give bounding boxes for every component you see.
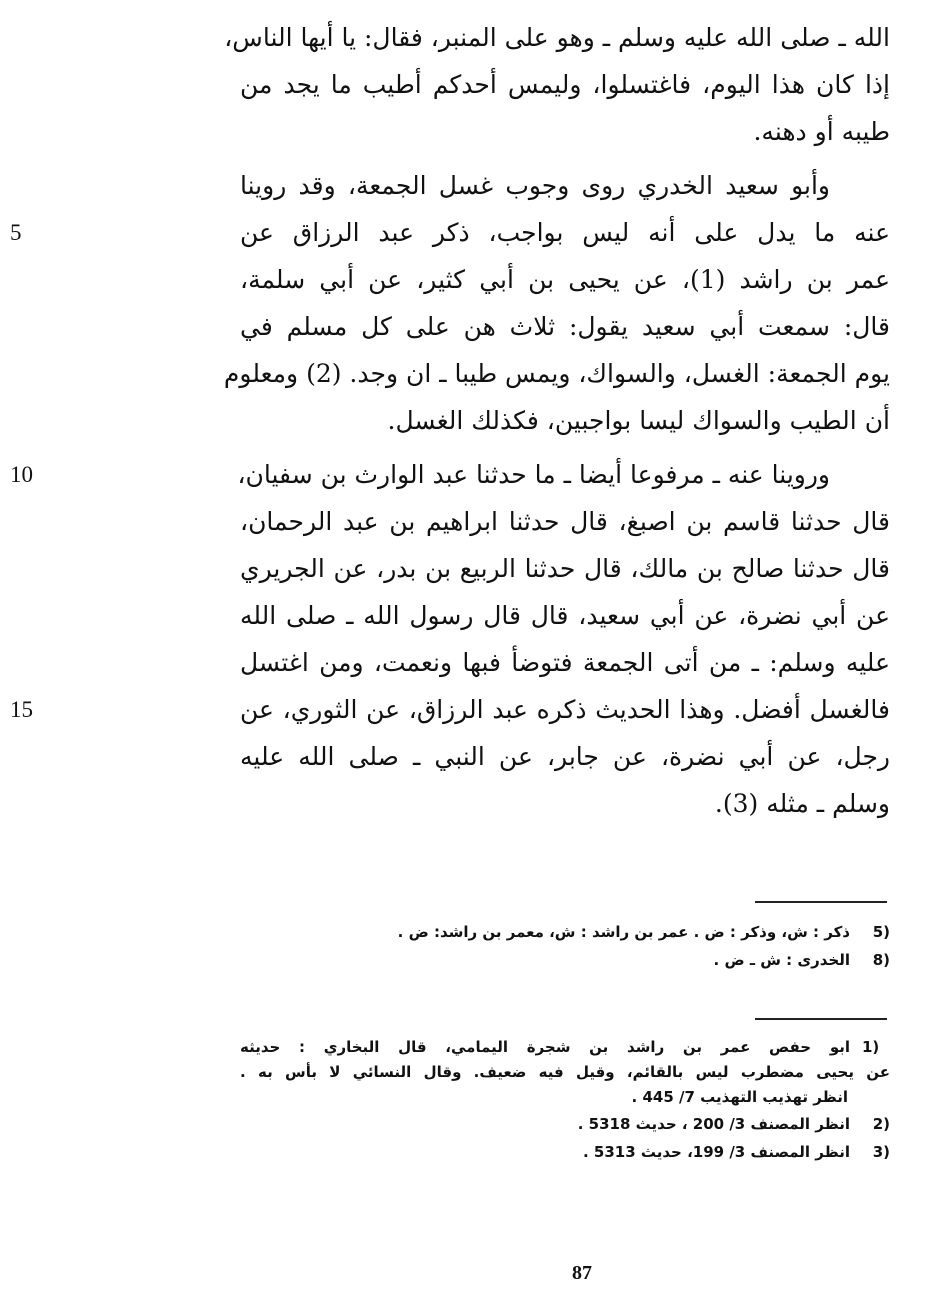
text-line: قال حدثنا قاسم بن اصبغ، قال حدثنا ابراهيم بن عبد الرحمان، <box>240 507 890 536</box>
note-number: 5) <box>872 923 890 941</box>
note-number: 1) <box>862 1038 880 1056</box>
text-line: عليه وسلم: ـ من أتى الجمعة فتوضأ فبها ونعمت، ومن اغتسل <box>240 648 890 677</box>
note-number: 3) <box>872 1143 890 1161</box>
footnote-divider <box>755 1018 887 1020</box>
text-line-5 <box>10 209 890 256</box>
text-line: يوم الجمعة: الغسل، والسواك، ويمس طيبا ـ ان وجد. (2) ومعلوم <box>223 359 890 388</box>
text-line: إذا كان هذا اليوم، فاغتسلوا، وليمس أحدكم أطيب ما يجد من <box>240 70 890 99</box>
line-number-15: 15 <box>10 697 33 722</box>
variant-notes <box>240 918 890 974</box>
text-line: رجل، عن أبي نضرة، عن جابر، عن النبي ـ صلى الله عليه <box>240 742 890 771</box>
note-continuation: انظر تهذيب التهذيب 7/ 445 . <box>631 1088 848 1106</box>
note-text: انظر المصنف 3/ 200 ، حديث 5318 . <box>577 1115 850 1133</box>
text-line: عمر بن راشد (1)، عن يحيى بن أبي كثير، عن أبي سلمة، <box>240 265 890 294</box>
main-text-block <box>10 14 890 827</box>
note-text: الخدرى : ش ـ ض . <box>713 951 850 969</box>
text-line-content: فالغسل أفضل. وهذا الحديث ذكره عبد الرزاق، عن الثوري، عن <box>240 695 890 724</box>
variant-note <box>240 918 890 946</box>
note-text: ابو حفص عمر بن راشد بن شجرة اليمامي، قال البخاري : حديثه <box>240 1038 850 1056</box>
text-line-15 <box>10 686 890 733</box>
note-continuation: عن يحيى مضطرب ليس بالقائم، وقيل فيه ضعيف. وقال النسائي لا بأس به . <box>240 1063 890 1081</box>
page-number: 87 <box>572 1262 592 1284</box>
note-number: 2) <box>872 1115 890 1133</box>
line-number-10: 10 <box>10 462 33 487</box>
text-line: عن أبي نضرة، عن أبي سعيد، قال قال رسول الله ـ صلى الله <box>240 601 890 630</box>
text-line: وسلم ـ مثله (3). <box>714 789 890 818</box>
text-line: وأبو سعيد الخدري روى وجوب غسل الجمعة، وقد روينا <box>240 171 830 200</box>
reference-notes <box>240 1035 890 1166</box>
footnote-divider <box>755 901 887 903</box>
line-number-5: 5 <box>10 220 22 245</box>
text-line: طيبه أو دهنه. <box>753 117 890 146</box>
text-line: قال: سمعت أبي سعيد يقول: ثلاث هن على كل مسلم في <box>240 312 890 341</box>
reference-note <box>240 1035 890 1060</box>
note-number: 8) <box>872 951 890 969</box>
text-line: أن الطيب والسواك ليسا بواجبين، فكذلك الغسل. <box>387 406 890 435</box>
note-text: انظر المصنف 3/ 199، حديث 5313 . <box>582 1143 850 1161</box>
variant-note <box>240 946 890 974</box>
reference-note <box>240 1110 890 1138</box>
reference-note <box>240 1138 890 1166</box>
text-line: قال حدثنا صالح بن مالك، قال حدثنا الربيع بن بدر، عن الجريري <box>240 554 890 583</box>
text-line: الله ـ صلى الله عليه وسلم ـ وهو على المنبر، فقال: يا أيها الناس، <box>224 23 890 52</box>
text-line-10 <box>10 451 890 498</box>
text-line-content: وروينا عنه ـ مرفوعا أيضا ـ ما حدثنا عبد الوارث بن سفيان، <box>237 460 830 489</box>
text-line-content: عنه ما يدل على أنه ليس بواجب، ذكر عبد الرزاق عن <box>240 218 890 247</box>
note-text: ذكر : ش، وذكر : ض . عمر بن راشد : ش، معمر بن راشد: ض . <box>397 923 850 941</box>
